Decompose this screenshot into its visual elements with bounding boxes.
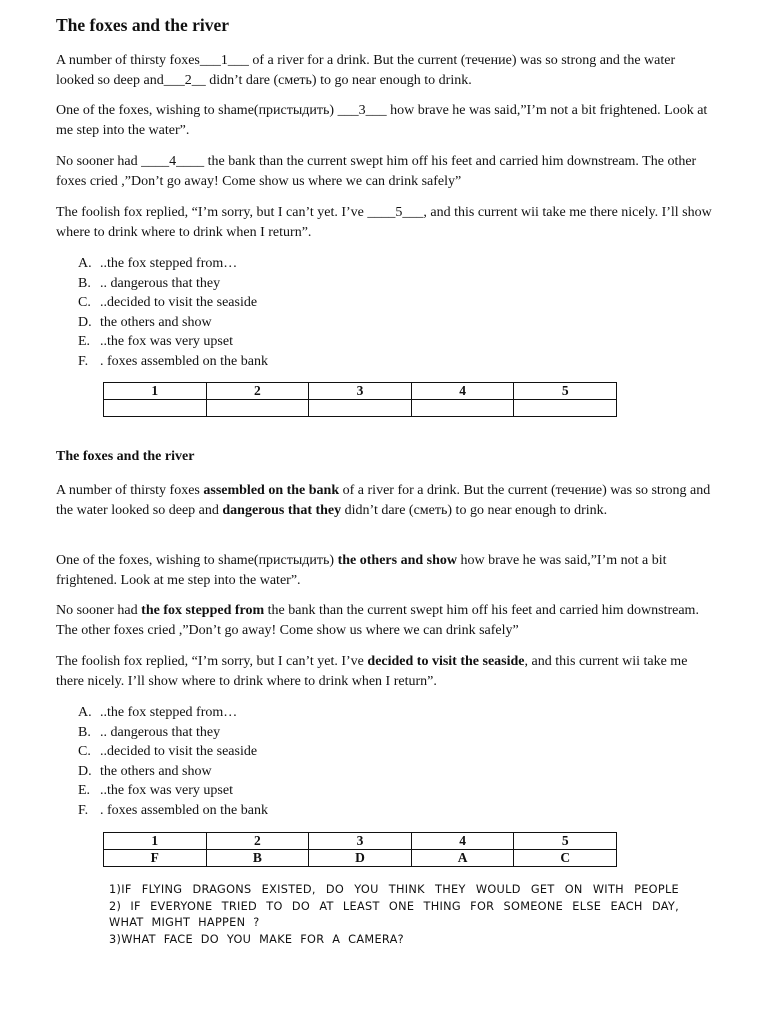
exercise-title: The foxes and the river [56, 15, 230, 35]
option-letter: C. [78, 744, 91, 759]
p4-text-c: , and this current wii take me there nicely. I’ll show where to drink where to drink when I return”. [56, 654, 688, 689]
exercise-paragraph-3 [56, 152, 716, 191]
p3-text-c: the bank than the current swept him off his feet and carried him downstream. The other foxes cried ,”Don’t go away! Come show us where we can drink safely” [56, 154, 697, 189]
table-header-cell: 2 [206, 383, 309, 400]
table-cell: D [309, 850, 412, 867]
p1-text-c: of a river for a drink. But the current (течение) was so strong and the water looked so deep and [56, 53, 676, 88]
table-cell [411, 400, 514, 417]
discussion-questions [109, 882, 679, 948]
option-text: ..the fox stepped from… [100, 705, 238, 720]
question-line: 1)IF FLYING DRAGONS EXISTED, DO YOU THINK THEY WOULD GET ON WITH PEOPLE [109, 883, 679, 896]
option-letter: F. [78, 802, 89, 818]
table-cell [309, 400, 412, 417]
option-letter: C. [78, 295, 91, 310]
exercise-paragraph-4 [56, 203, 716, 242]
option-letter: F. [78, 353, 89, 369]
table-cell: A [411, 850, 514, 867]
blank-2: ___2__ [163, 72, 206, 88]
list-item [78, 332, 268, 352]
table-header-cell: 4 [411, 383, 514, 400]
answers-paragraph-2 [56, 551, 716, 590]
p1-text-d: didn’t dare (сметь) to go near enough to drink. [341, 502, 608, 518]
answers-options-list [78, 703, 268, 820]
answers-paragraph-1 [56, 481, 716, 520]
option-letter: E. [78, 334, 91, 349]
p4-text-a: The foolish fox replied, “I’m sorry, but I can’t yet. I’ve [56, 205, 368, 220]
p3-text-a: No sooner had [56, 603, 142, 618]
answer-5: decided to visit the seaside [367, 654, 525, 669]
table-header-cell: 1 [104, 383, 207, 400]
option-text: ..the fox was very upset [100, 783, 233, 798]
p2-text-c: how brave he was said,”I’m not a bit frightened. Look at me step into the water”. [56, 553, 667, 588]
table-cell [104, 400, 207, 417]
p2-text-a: One of the foxes, wishing to shame(пристыдить) [56, 103, 338, 118]
p2-text-a: One of the foxes, wishing to shame(пристыдить) [56, 553, 338, 568]
answers-paragraph-3 [56, 601, 716, 640]
table-cell: B [206, 850, 309, 867]
option-text: the others and show [100, 763, 212, 779]
exercise-paragraph-1 [56, 51, 716, 90]
table-cell: C [514, 850, 617, 867]
exercise-answer-table [103, 382, 617, 417]
table-row [104, 850, 617, 867]
answer-3: the others and show [337, 553, 457, 568]
option-text: ..decided to visit the seaside [100, 295, 258, 310]
list-item [78, 703, 268, 723]
exercise-options-list [78, 254, 268, 371]
option-letter: A. [78, 256, 92, 271]
p3-text-a: No sooner had [56, 154, 142, 169]
list-item [78, 352, 268, 372]
list-item [78, 762, 268, 782]
list-item [78, 254, 268, 274]
table-cell [514, 400, 617, 417]
table-header-cell: 3 [309, 833, 412, 850]
p1-text-a: A number of thirsty foxes [56, 483, 204, 498]
table-header-cell: 1 [104, 833, 207, 850]
exercise-paragraph-2 [56, 101, 716, 140]
option-text: ..decided to visit the seaside [100, 744, 258, 759]
blank-5: ____5___ [367, 205, 424, 220]
p4-text-c: , and this current wii take me there nicely. I’ll show where to drink where to drink when I return”. [56, 205, 712, 240]
list-item [78, 801, 268, 821]
option-letter: B. [78, 724, 91, 740]
option-letter: D. [78, 763, 92, 779]
option-text: the others and show [100, 314, 212, 330]
option-letter: D. [78, 314, 92, 330]
option-text: . foxes assembled on the bank [100, 353, 268, 369]
table-header-row [104, 833, 617, 850]
answer-2: dangerous that they [222, 502, 342, 518]
table-header-cell: 5 [514, 833, 617, 850]
answers-answer-table [103, 832, 617, 867]
table-row [104, 400, 617, 417]
p1-text-d: didn’t dare (сметь) to go near enough to drink. [205, 72, 472, 88]
option-text: .. dangerous that they [100, 275, 221, 291]
answers-title: The foxes and the river [56, 449, 195, 464]
list-item [78, 293, 268, 313]
table-cell [206, 400, 309, 417]
blank-3: ___3___ [337, 103, 387, 118]
question-line: 3)WHAT FACE DO YOU MAKE FOR A CAMERA? [109, 932, 404, 946]
answer-4: the fox stepped from [141, 603, 265, 618]
list-item [78, 313, 268, 333]
option-text: .. dangerous that they [100, 724, 221, 740]
list-item [78, 274, 268, 294]
table-header-cell: 2 [206, 833, 309, 850]
list-item [78, 781, 268, 801]
question-line: 2) IF EVERYONE TRIED TO DO AT LEAST ONE THING FOR SOMEONE ELSE EACH DAY, [109, 899, 679, 913]
option-text: ..the fox was very upset [100, 334, 233, 349]
option-text: . foxes assembled on the bank [100, 802, 268, 818]
table-header-row [104, 383, 617, 400]
p1-text-c: of a river for a drink. But the current (течение) was so strong and the water looked so deep and [56, 483, 711, 518]
table-header-cell: 4 [411, 833, 514, 850]
table-header-cell: 5 [514, 383, 617, 400]
p4-text-a: The foolish fox replied, “I’m sorry, but I can’t yet. I’ve [56, 654, 368, 669]
answers-paragraph-4 [56, 652, 716, 691]
option-letter: B. [78, 275, 91, 291]
p2-text-c: how brave he was said,”I’m not a bit frightened. Look at me step into the water”. [56, 103, 708, 138]
table-cell: F [104, 850, 207, 867]
blank-1: ___1___ [199, 53, 249, 68]
table-header-cell: 3 [309, 383, 412, 400]
answer-1: assembled on the bank [203, 483, 340, 498]
list-item [78, 723, 268, 743]
blank-4: ____4____ [141, 154, 205, 169]
option-letter: E. [78, 783, 91, 798]
p1-text-a: A number of thirsty foxes [56, 53, 200, 68]
option-text: ..the fox stepped from… [100, 256, 238, 271]
option-letter: A. [78, 705, 92, 720]
p3-text-c: the bank than the current swept him off his feet and carried him downstream. The other foxes cried ,”Don’t go away! Come show us where we can drink safely” [56, 603, 699, 638]
question-line: WHAT MIGHT HAPPEN ? [109, 916, 260, 929]
list-item [78, 742, 268, 762]
